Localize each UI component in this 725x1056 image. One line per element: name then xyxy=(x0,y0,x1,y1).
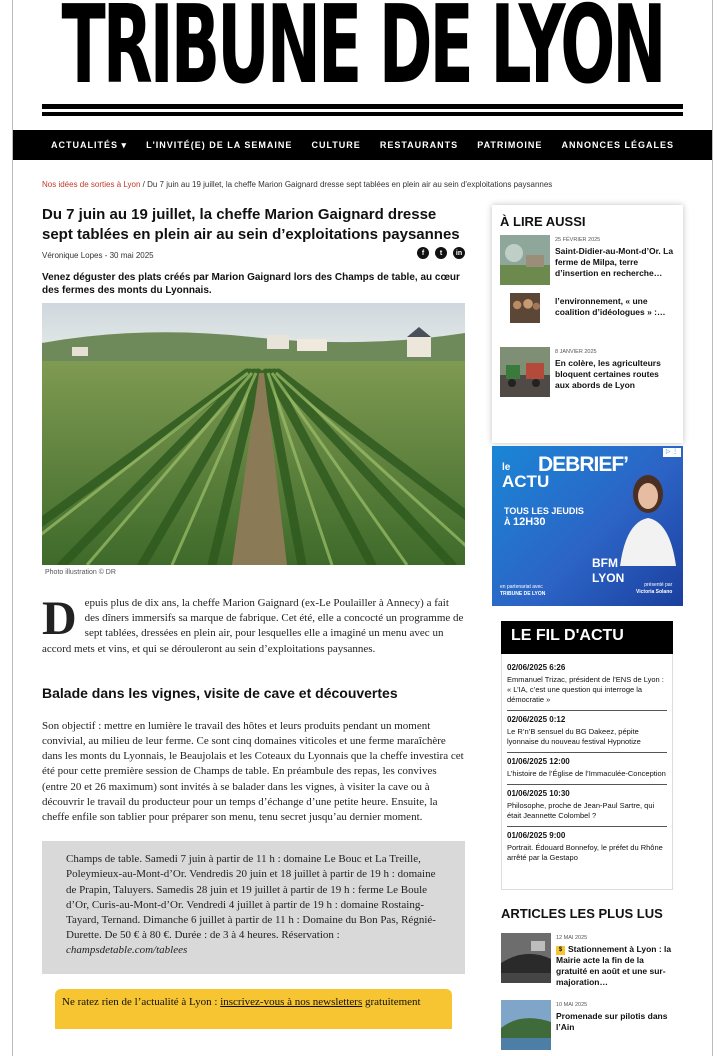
presenter-portrait xyxy=(610,466,680,566)
twitter-icon[interactable]: t xyxy=(435,247,447,259)
newsletter-text: Ne ratez rien de l’actualité à Lyon : xyxy=(62,996,221,1009)
news-feed xyxy=(501,621,673,890)
lake-thumbnail xyxy=(501,1000,551,1050)
ad-lyon: LYON xyxy=(592,571,625,585)
farm-thumbnail xyxy=(500,235,550,285)
read-also-heading: À LIRE AUSSI xyxy=(500,214,586,229)
list-item[interactable] xyxy=(507,785,667,827)
event-infobox xyxy=(42,841,465,974)
item-title: Saint-Didier-au-Mont-d’Or. La ferme de Milpa, terre d’insertion en recherche… xyxy=(555,246,674,278)
item-title: Emmanuel Trizac, président de l’ENS de Lyon : « L’IA, c’est une question qui interroge la démocratie » xyxy=(507,675,664,704)
ad-schedule xyxy=(504,506,584,528)
ad-days: TOUS LES JEUDIS xyxy=(504,506,584,516)
item-title: l’environnement, « une coalition d’idéologues » :… xyxy=(555,296,666,317)
tractor-thumbnail xyxy=(500,347,550,397)
breadcrumb-separator: / xyxy=(140,180,148,189)
nav-item-invite-semaine[interactable]: L'INVITÉ(E) DE LA SEMAINE xyxy=(146,140,293,150)
nav-item-annonces-legales[interactable]: ANNONCES LÉGALES xyxy=(561,140,674,150)
list-item[interactable] xyxy=(500,235,675,285)
ad-partner-label: en partenariat avec xyxy=(500,584,543,590)
article-byline xyxy=(42,251,465,263)
ad-bfm-logo xyxy=(592,556,624,586)
item-date: 02/06/2025 0:12 xyxy=(507,715,566,724)
masthead-rule-thick xyxy=(42,104,683,109)
news-feed-list xyxy=(501,654,673,890)
linkedin-icon[interactable]: in xyxy=(453,247,465,259)
read-also-box xyxy=(492,205,683,443)
ad-presenter-label: présenté par xyxy=(644,582,673,588)
main-nav xyxy=(13,130,712,160)
ad-presenter-name: Victoria Solano xyxy=(636,589,673,595)
read-also-list xyxy=(500,235,675,425)
item-title: En colère, les agriculteurs bloquent certaines routes aux abords de Lyon xyxy=(555,358,661,390)
bfm-advertisement[interactable] xyxy=(492,446,683,606)
most-read xyxy=(501,906,673,1050)
breadcrumb-link-sorties[interactable]: Nos idées de sorties à Lyon xyxy=(42,180,141,189)
nav-item-culture[interactable]: CULTURE xyxy=(311,140,361,150)
ad-le: le xyxy=(502,462,511,473)
list-item[interactable] xyxy=(507,827,667,868)
ad-at: À xyxy=(504,517,511,527)
news-feed-heading: LE FIL D'ACTU xyxy=(501,621,673,654)
list-item[interactable] xyxy=(500,293,675,323)
article-intro xyxy=(42,592,465,657)
ad-presenter xyxy=(636,582,672,596)
item-title: Portrait. Édouard Bonnefoy, le préfet du Rhône arrêté par la Gestapo xyxy=(507,843,663,862)
infobox-text: Champs de table. Samedi 7 juin à partir de 11 h : domaine Le Bouc et La Treille, Poleymieux-au-Mont-d’Or. Vendredis 20 juin et 18 juillet à partir de 19 h : domaine de Prapin, Taluyers. Samedis 28 juin et 19 juillet à partir de 19 h : ferme Le Boule d’Or, Curis-au-Mont-d’Or. Vendredi 4 juillet à partir de 19 h : domaine Rostaing-Tayard, Ternand. Dimanche 6 juillet à partir de 11 h : Domaine du Bon Pas, Régnié-Durette. De 50 € à 80 €. Durée : de 3 à 4 heures. Réservation : xyxy=(66,853,436,942)
item-title xyxy=(556,944,673,988)
most-read-heading: ARTICLES LES PLUS LUS xyxy=(501,906,663,921)
intro-text: epuis plus de dix ans, la cheffe Marion Gaignard (ex-Le Poulailler à Annecy) a fait des dîners immersifs sa marque de fabrique. Cet été, elle a concocté un programme de sept tablées, dressées en plein air, pour lesquelles elle a imaginé un menu avec un accord mets et vins, et qui se dérouleront au sein d’exploitations paysannes. xyxy=(42,597,464,655)
item-date: 10 MAI 2025 xyxy=(556,1002,588,1008)
newsletter-banner xyxy=(55,989,452,1029)
vineyard-photo xyxy=(42,303,465,565)
item-title-text: Stationnement à Lyon : la Mairie acte la fin de la gratuité en août et une sur-majoration… xyxy=(556,944,672,987)
share-buttons xyxy=(417,247,465,259)
item-title: Philosophe, proche de Jean-Paul Sartre, qui était Jeannette Colombel ? xyxy=(507,801,655,820)
photo-credit: Photo illustration © DR xyxy=(45,569,116,576)
list-item[interactable] xyxy=(501,933,673,988)
facebook-icon[interactable]: f xyxy=(417,247,429,259)
crowd-thumbnail xyxy=(500,293,550,323)
ad-choices-icon[interactable]: ▷ ⋮ xyxy=(663,448,681,457)
nav-item-patrimoine[interactable]: PATRIMOINE xyxy=(477,140,543,150)
newsletter-tail: gratuitement xyxy=(362,996,421,1009)
nav-item-actualites[interactable]: ACTUALITÉS ▾ xyxy=(51,139,128,150)
breadcrumb xyxy=(42,180,552,189)
list-item[interactable] xyxy=(500,347,675,397)
list-item[interactable] xyxy=(507,711,667,753)
article-paragraph: Son objectif : mettre en lumière le travail des hôtes et leurs produits pendant un moment convivial, au milieu de leur ferme. Ce sont cinq domaines viticoles et une ferme maraîchère dans les monts du Lyonnais, le Beaujolais et les Coteaux du Lyonnais que la cheffe investira cet été pour cette première session de Champs de table. En préambule des repas, les convives (entre 20 et 26 maximum) sont invités à se balader dans les vignes, à visiter la cave ou à découvrir le travail du producteur pour un temps d’échange d’une petite heure. Ensuite, la cheffe enfile son tablier pour préparer son menu, tenu secret jusqu’au dernier moment. xyxy=(42,719,464,824)
premium-icon: $ xyxy=(556,946,565,955)
author-date: Véronique Lopes - 30 mai 2025 xyxy=(42,251,154,260)
ad-time: 12H30 xyxy=(513,516,546,528)
masthead-rule-thin xyxy=(42,112,683,116)
reservation-link[interactable]: champsdetable.com/tablees xyxy=(66,944,188,957)
article-lede: Venez déguster des plats créés par Marion Gaignard lors des Champs de table, au cœur des fermes des monts du Lyonnais. xyxy=(42,272,460,296)
item-date: 12 MAI 2025 xyxy=(556,935,588,941)
ad-actu: ACTU xyxy=(502,472,550,491)
ad-bfm: BFM xyxy=(592,556,618,570)
list-item[interactable] xyxy=(507,659,667,711)
list-item[interactable] xyxy=(501,1000,673,1050)
ad-partner xyxy=(500,584,545,598)
newsletter-signup-link[interactable]: inscrivez-vous à nos newsletters xyxy=(220,996,363,1009)
article-title: Du 7 juin au 19 juillet, la cheffe Marion Gaignard dresse sept tablées en plein air au sein d’exploitations paysannes xyxy=(42,206,460,243)
item-date: 01/06/2025 9:00 xyxy=(507,831,566,840)
item-date: 01/06/2025 10:30 xyxy=(507,789,570,798)
item-title: L’histoire de l’Église de l’Immaculée-Conception xyxy=(507,769,666,778)
item-date: 01/06/2025 12:00 xyxy=(507,757,570,766)
site-logo[interactable]: TRIBUNE DE LYON xyxy=(61,0,664,100)
list-item[interactable] xyxy=(507,753,667,785)
item-title: Le R’n’B sensuel du BG Dakeez, pépite lyonnaise du nouveau festival Hypnotize xyxy=(507,727,641,746)
breadcrumb-current: Du 7 juin au 19 juillet, la cheffe Marion Gaignard dresse sept tablées en plein air au sein d'exploitations paysannes xyxy=(147,180,553,189)
article xyxy=(42,205,465,1029)
nav-item-restaurants[interactable]: RESTAURANTS xyxy=(379,140,459,150)
parking-thumbnail xyxy=(501,933,551,983)
dropcap-letter: D xyxy=(42,592,77,645)
item-date: 25 FÉVRIER 2025 xyxy=(555,237,601,243)
article-subheading: Balade dans les vignes, visite de cave et découvertes xyxy=(42,684,398,701)
ad-debrief: DEBRIEF’ xyxy=(538,453,629,476)
item-date: 8 JANVIER 2025 xyxy=(555,349,597,355)
ad-partner-name: TRIBUNE DE LYON xyxy=(500,591,546,597)
item-date: 02/06/2025 6:26 xyxy=(507,663,566,672)
item-title: Promenade sur pilotis dans l’Ain xyxy=(556,1011,668,1032)
vineyard-illustration xyxy=(42,303,465,565)
